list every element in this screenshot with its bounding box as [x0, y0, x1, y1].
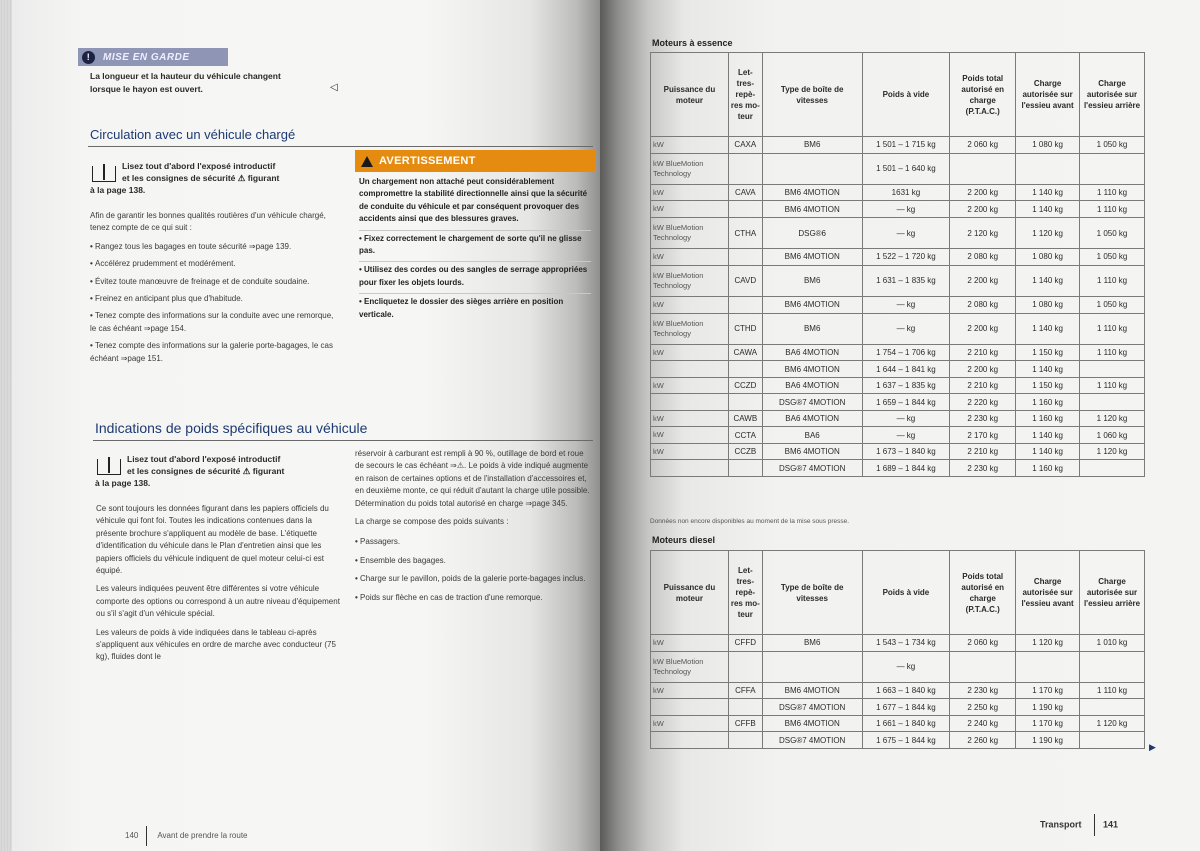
page-footer-left	[125, 826, 248, 846]
table-cell: DSG®7 4MOTION	[762, 460, 862, 477]
table-cell: kW	[651, 184, 729, 201]
table-cell: 2 230 kg	[950, 682, 1016, 699]
table-cell: 1 150 kg	[1016, 344, 1080, 361]
paragraph: Les valeurs indiquées peuvent être différentes si votre véhicule comporte des options ou correspond à un autre niveau d'équipement ou s'il s'agit d'un véhicule spécial.	[96, 584, 340, 619]
table-cell: CAVD	[728, 265, 762, 296]
table-row	[651, 699, 1145, 716]
table-cell: 1 140 kg	[1016, 265, 1080, 296]
table-cell: BM6 4MOTION	[762, 297, 862, 314]
table-cell	[950, 651, 1016, 682]
col-header-ptac: Poids total autorisé en charge (P.T.A.C.)	[950, 551, 1016, 635]
table-cell	[651, 394, 729, 411]
table-cell: 1 110 kg	[1080, 265, 1145, 296]
table-cell: 1 080 kg	[1016, 297, 1080, 314]
table-cell: 2 080 kg	[950, 297, 1016, 314]
table-cell: kW	[651, 715, 729, 732]
table-cell: BM6 4MOTION	[762, 249, 862, 266]
avertissement-box	[355, 150, 595, 330]
table-row	[651, 361, 1145, 378]
table-cell	[651, 699, 729, 716]
table-cell: — kg	[862, 427, 950, 444]
table-cell: 2 210 kg	[950, 344, 1016, 361]
paragraph: Les valeurs de poids à vide indiquées dans le tableau ci-après s'appliquent aux véhicules en ordre de marche avec conducteur (75 kg), fluides dont le	[96, 627, 336, 662]
table-cell: 1 120 kg	[1016, 635, 1080, 652]
next-page-arrow-icon: ▶	[1149, 742, 1156, 752]
table-cell	[728, 201, 762, 218]
table-row	[651, 217, 1145, 248]
table-row	[651, 715, 1145, 732]
col-header-front-axle: Charge autorisée sur l'essieu avant	[1016, 551, 1080, 635]
table-cell	[728, 460, 762, 477]
table-cell: 1 543 – 1 734 kg	[862, 635, 950, 652]
list-item: • Fixez correctement le chargement de sorte qu'il ne glisse pas.	[359, 230, 591, 258]
diesel-weights-table	[650, 550, 1145, 749]
table-cell	[728, 361, 762, 378]
paragraph: réservoir à carburant est rempli à 90 %, outillage de bord et roue de secours le cas échéant ⇒⚠. Le poids à vide indiqué augmente en raison de certaines options et de l'installation d'accessoires et, en deuxième monte, ce qui réduit d'autant la charge utile possible. Détermination du poids total autorisé en charge ⇒page 345.	[355, 449, 590, 508]
table-cell: kW BlueMotion Technology	[651, 217, 729, 248]
table-cell: — kg	[862, 651, 950, 682]
table-cell: BM6 4MOTION	[762, 715, 862, 732]
table-cell	[1080, 651, 1145, 682]
col-header-gearbox: Type de boîte de vitesses	[762, 551, 862, 635]
table-cell	[728, 249, 762, 266]
list-item: • Freinez en anticipant plus que d'habitude.	[90, 293, 335, 305]
page-number: 141	[1103, 819, 1119, 830]
table-cell: 2 170 kg	[950, 427, 1016, 444]
table-cell: 2 200 kg	[950, 201, 1016, 218]
warning-line-1: La longueur et la hauteur du véhicule changent	[90, 71, 281, 81]
section1-body	[90, 210, 335, 365]
petrol-weights-table	[650, 52, 1145, 477]
table-cell: — kg	[862, 201, 950, 218]
col-header-front-axle: Charge autorisée sur l'essieu avant	[1016, 53, 1080, 137]
table-cell: 1 190 kg	[1016, 732, 1080, 749]
table-cell: 1 689 – 1 844 kg	[862, 460, 950, 477]
paragraph: Ce sont toujours les données figurant dans les papiers officiels du véhicule qui font foi. Toutes les indications contenues dans la présente brochure s'appliquent au modèle de base. L'étiquette d'identification du véhicule dans le Plan d'entretien ainsi que les papiers officiels du véhicule indiquent de quel moteur celui-ci est équipé.	[96, 504, 329, 576]
table-row	[651, 410, 1145, 427]
intro-line-1: Lisez tout d'abord l'exposé introductif	[122, 161, 276, 171]
warning-triangle-icon	[361, 156, 373, 167]
table-cell: 1 050 kg	[1080, 217, 1145, 248]
table-row	[651, 201, 1145, 218]
table-cell: 2 080 kg	[950, 249, 1016, 266]
table-cell: DSG®7 4MOTION	[762, 732, 862, 749]
table-cell: kW	[651, 201, 729, 218]
table-row	[651, 297, 1145, 314]
table-cell	[1016, 651, 1080, 682]
table-cell: — kg	[862, 410, 950, 427]
table-cell: 2 230 kg	[950, 410, 1016, 427]
diesel-section-title: Moteurs diesel	[652, 535, 716, 545]
table-cell: 1 663 – 1 840 kg	[862, 682, 950, 699]
table-cell: BA6 4MOTION	[762, 410, 862, 427]
table-cell: — kg	[862, 217, 950, 248]
intro-note	[90, 160, 340, 196]
table-row	[651, 635, 1145, 652]
table-cell: BA6	[762, 427, 862, 444]
table-cell: 2 220 kg	[950, 394, 1016, 411]
table-cell: CFFB	[728, 715, 762, 732]
exclamation-circle-icon: !	[82, 51, 95, 64]
table-cell: 1 170 kg	[1016, 682, 1080, 699]
table-row	[651, 394, 1145, 411]
table-row	[651, 682, 1145, 699]
table-cell: 1 501 – 1 640 kg	[862, 153, 950, 184]
table-cell	[651, 361, 729, 378]
avertissement-heading	[355, 150, 595, 172]
table-cell: 2 060 kg	[950, 137, 1016, 154]
table-cell: BM6 4MOTION	[762, 201, 862, 218]
table-cell: BM6	[762, 137, 862, 154]
table-cell: 1 160 kg	[1016, 460, 1080, 477]
warning-line-2: lorsque le hayon est ouvert.	[90, 84, 203, 94]
table-row	[651, 427, 1145, 444]
table-cell	[1080, 460, 1145, 477]
table-cell: 1 150 kg	[1016, 377, 1080, 394]
table-cell: 2 200 kg	[950, 265, 1016, 296]
col-header-empty-weight: Poids à vide	[862, 551, 950, 635]
avertissement-label: AVERTISSEMENT	[379, 155, 476, 167]
table-cell: CFFD	[728, 635, 762, 652]
table-cell	[1016, 153, 1080, 184]
section2-body-col2	[355, 448, 593, 604]
warning-text	[90, 70, 340, 96]
table-cell: 1 170 kg	[1016, 715, 1080, 732]
table-cell: 1 010 kg	[1080, 635, 1145, 652]
table-cell: 2 240 kg	[950, 715, 1016, 732]
table-cell: 1 522 – 1 720 kg	[862, 249, 950, 266]
table-cell: 1 501 – 1 715 kg	[862, 137, 950, 154]
table-cell: 1 160 kg	[1016, 410, 1080, 427]
table-cell	[728, 394, 762, 411]
col-header-gearbox: Type de boîte de vitesses	[762, 53, 862, 137]
table-cell: 1 140 kg	[1016, 443, 1080, 460]
section-title-indications: Indications de poids spécifiques au véhicule	[95, 420, 368, 436]
table-cell: 1 140 kg	[1016, 361, 1080, 378]
table-cell	[1080, 153, 1145, 184]
warning-heading-label: MISE EN GARDE	[103, 51, 190, 63]
table-cell: 1 110 kg	[1080, 344, 1145, 361]
section-title-circulation: Circulation avec un véhicule chargé	[90, 127, 296, 142]
back-arrow-icon: ◁	[330, 82, 338, 93]
table-cell: 1 673 – 1 840 kg	[862, 443, 950, 460]
table-cell: 1 080 kg	[1016, 249, 1080, 266]
section-rule	[93, 440, 593, 441]
table-cell: CAWA	[728, 344, 762, 361]
table-cell: 1 110 kg	[1080, 201, 1145, 218]
table-cell: kW	[651, 344, 729, 361]
table-cell: kW	[651, 427, 729, 444]
warning-heading	[78, 48, 228, 66]
table-cell	[728, 699, 762, 716]
table-cell: 1 140 kg	[1016, 201, 1080, 218]
intro-line-1: Lisez tout d'abord l'exposé introductif	[127, 454, 281, 464]
table-cell: 1 754 – 1 706 kg	[862, 344, 950, 361]
col-header-ptac: Poids total autorisé en charge (P.T.A.C.)	[950, 53, 1016, 137]
table-cell	[651, 732, 729, 749]
table-cell: kW BlueMotion Technology	[651, 651, 729, 682]
table-cell: CCZB	[728, 443, 762, 460]
footnote: Données non encore disponibles au moment de la mise sous presse.	[650, 518, 850, 525]
table-row	[651, 184, 1145, 201]
table-cell: 1 675 – 1 844 kg	[862, 732, 950, 749]
table-cell: 1 661 – 1 840 kg	[862, 715, 950, 732]
list-item: • Passagers.	[355, 536, 593, 548]
table-cell: BM6 4MOTION	[762, 443, 862, 460]
table-cell: 1 160 kg	[1016, 394, 1080, 411]
table-cell: kW	[651, 410, 729, 427]
col-header-rear-axle: Charge autorisée sur l'essieu arrière	[1080, 53, 1145, 137]
col-header-rear-axle: Charge autorisée sur l'essieu arrière	[1080, 551, 1145, 635]
section1-paragraph: Afin de garantir les bonnes qualités routières d'un véhicule chargé, tenez compte de ce qui suit :	[90, 211, 326, 233]
table-cell: 1 120 kg	[1080, 410, 1145, 427]
table-cell: 2 230 kg	[950, 460, 1016, 477]
table-cell: BM6	[762, 265, 862, 296]
page-footer-right	[1040, 814, 1118, 836]
table-cell: 1 110 kg	[1080, 682, 1145, 699]
list-item: • Encliquetez le dossier des sièges arrière en position verticale.	[359, 293, 591, 321]
col-header-empty-weight: Poids à vide	[862, 53, 950, 137]
section2-body-col1	[96, 503, 341, 670]
table-cell	[950, 153, 1016, 184]
table-cell: 1 110 kg	[1080, 184, 1145, 201]
page-number: 140	[125, 831, 139, 841]
table-cell	[1080, 361, 1145, 378]
table-cell: kW	[651, 635, 729, 652]
table-cell: kW	[651, 377, 729, 394]
table-cell: DSG®6	[762, 217, 862, 248]
list-item: • Charge sur le pavillon, poids de la galerie porte-bagages inclus.	[355, 573, 593, 585]
list-item: • Rangez tous les bagages en toute sécurité ⇒page 139.	[90, 241, 335, 253]
table-cell: 1 140 kg	[1016, 184, 1080, 201]
table-cell: BM6 4MOTION	[762, 361, 862, 378]
list-item: • Tenez compte des informations sur la galerie porte-bagages, le cas échéant ⇒page 151.	[90, 340, 335, 365]
table-cell: 1 120 kg	[1080, 715, 1145, 732]
table-cell	[1080, 699, 1145, 716]
table-cell: kW	[651, 137, 729, 154]
table-cell: 1631 kg	[862, 184, 950, 201]
table-cell: 1 677 – 1 844 kg	[862, 699, 950, 716]
intro-note	[95, 453, 345, 489]
col-header-letters: Let-tres-repè-res mo-teur	[728, 53, 762, 137]
table-cell: CFFA	[728, 682, 762, 699]
table-cell: 1 140 kg	[1016, 313, 1080, 344]
table-cell	[728, 732, 762, 749]
table-cell: 2 260 kg	[950, 732, 1016, 749]
table-cell: CTHD	[728, 313, 762, 344]
table-cell: CAWB	[728, 410, 762, 427]
table-cell: CCZD	[728, 377, 762, 394]
table-cell: 2 210 kg	[950, 377, 1016, 394]
avertissement-body	[355, 172, 595, 321]
table-cell: kW	[651, 249, 729, 266]
col-header-power: Puissance du moteur	[651, 53, 729, 137]
table-cell: 1 060 kg	[1080, 427, 1145, 444]
table-cell: 1 110 kg	[1080, 377, 1145, 394]
table-row	[651, 265, 1145, 296]
list-item: • Poids sur flèche en cas de traction d'une remorque.	[355, 592, 593, 604]
table-cell: BM6	[762, 635, 862, 652]
table-cell: BM6 4MOTION	[762, 184, 862, 201]
table-cell	[651, 460, 729, 477]
table-cell: kW	[651, 443, 729, 460]
list-item: • Évitez toute manœuvre de freinage et de conduite soudaine.	[90, 276, 335, 288]
table-cell: CTHA	[728, 217, 762, 248]
table-cell: 2 250 kg	[950, 699, 1016, 716]
table-cell: 2 200 kg	[950, 184, 1016, 201]
table-cell: 1 080 kg	[1016, 137, 1080, 154]
table-cell: BA6 4MOTION	[762, 344, 862, 361]
list-item: • Ensemble des bagages.	[355, 555, 593, 567]
table-cell: 1 110 kg	[1080, 313, 1145, 344]
avertissement-paragraph: Un chargement non attaché peut considérablement compromettre la stabilité directionnelle ainsi que la sécurité de conduite du véhicule et par conséquent provoquer des accidents ainsi que des blessures graves.	[359, 177, 588, 224]
table-cell	[1080, 394, 1145, 411]
table-cell: 2 060 kg	[950, 635, 1016, 652]
table-cell: kW BlueMotion Technology	[651, 313, 729, 344]
intro-line-3: à la page 138.	[95, 478, 151, 488]
table-cell: BM6 4MOTION	[762, 682, 862, 699]
col-header-power: Puissance du moteur	[651, 551, 729, 635]
table-row	[651, 344, 1145, 361]
table-cell: 1 659 – 1 844 kg	[862, 394, 950, 411]
table-cell: 1 140 kg	[1016, 427, 1080, 444]
table-cell: BA6 4MOTION	[762, 377, 862, 394]
table-cell: DSG®7 4MOTION	[762, 699, 862, 716]
table-cell: 2 210 kg	[950, 443, 1016, 460]
table-cell: kW	[651, 682, 729, 699]
intro-line-2: et les consignes de sécurité ⚠ figurant	[122, 173, 280, 183]
table-cell: CAVA	[728, 184, 762, 201]
list-item: • Accélérez prudemment et modérément.	[90, 258, 335, 270]
table-cell: 1 050 kg	[1080, 297, 1145, 314]
table-cell: 1 120 kg	[1080, 443, 1145, 460]
table-row	[651, 249, 1145, 266]
table-cell: DSG®7 4MOTION	[762, 394, 862, 411]
col-header-letters: Let-tres-repè-res mo-teur	[728, 551, 762, 635]
petrol-section-title: Moteurs à essence	[652, 38, 733, 48]
table-row	[651, 732, 1145, 749]
running-title: Avant de prendre la route	[157, 831, 248, 841]
table-cell	[728, 297, 762, 314]
table-cell: 1 190 kg	[1016, 699, 1080, 716]
table-cell: kW	[651, 297, 729, 314]
section-rule	[88, 146, 593, 147]
running-title: Transport	[1040, 819, 1082, 830]
table-row	[651, 377, 1145, 394]
table-cell	[728, 651, 762, 682]
table-row	[651, 153, 1145, 184]
table-row	[651, 460, 1145, 477]
table-cell	[762, 153, 862, 184]
table-cell	[762, 651, 862, 682]
intro-line-2: et les consignes de sécurité ⚠ figurant	[127, 466, 285, 476]
table-cell: 2 200 kg	[950, 313, 1016, 344]
table-cell: CCTA	[728, 427, 762, 444]
table-row	[651, 137, 1145, 154]
table-row	[651, 443, 1145, 460]
table-cell	[1080, 732, 1145, 749]
table-cell: — kg	[862, 297, 950, 314]
table-cell: 1 050 kg	[1080, 137, 1145, 154]
list-item: • Utilisez des cordes ou des sangles de serrage appropriées pour fixer les objets lourds.	[359, 261, 591, 289]
list-item: • Tenez compte des informations sur la conduite avec une remorque, le cas échéant ⇒page 154.	[90, 310, 335, 335]
table-cell: 1 644 – 1 841 kg	[862, 361, 950, 378]
table-cell: CAXA	[728, 137, 762, 154]
table-cell: 2 200 kg	[950, 361, 1016, 378]
table-cell: 1 050 kg	[1080, 249, 1145, 266]
paragraph: La charge se compose des poids suivants :	[355, 517, 509, 527]
table-cell: kW BlueMotion Technology	[651, 153, 729, 184]
table-cell: 1 637 – 1 835 kg	[862, 377, 950, 394]
intro-line-3: à la page 138.	[90, 185, 146, 195]
table-cell: 1 120 kg	[1016, 217, 1080, 248]
table-cell: 2 120 kg	[950, 217, 1016, 248]
table-row	[651, 313, 1145, 344]
table-cell: BM6	[762, 313, 862, 344]
table-cell: — kg	[862, 313, 950, 344]
table-cell	[728, 153, 762, 184]
table-row	[651, 651, 1145, 682]
table-cell: kW BlueMotion Technology	[651, 265, 729, 296]
table-cell: 1 631 – 1 835 kg	[862, 265, 950, 296]
